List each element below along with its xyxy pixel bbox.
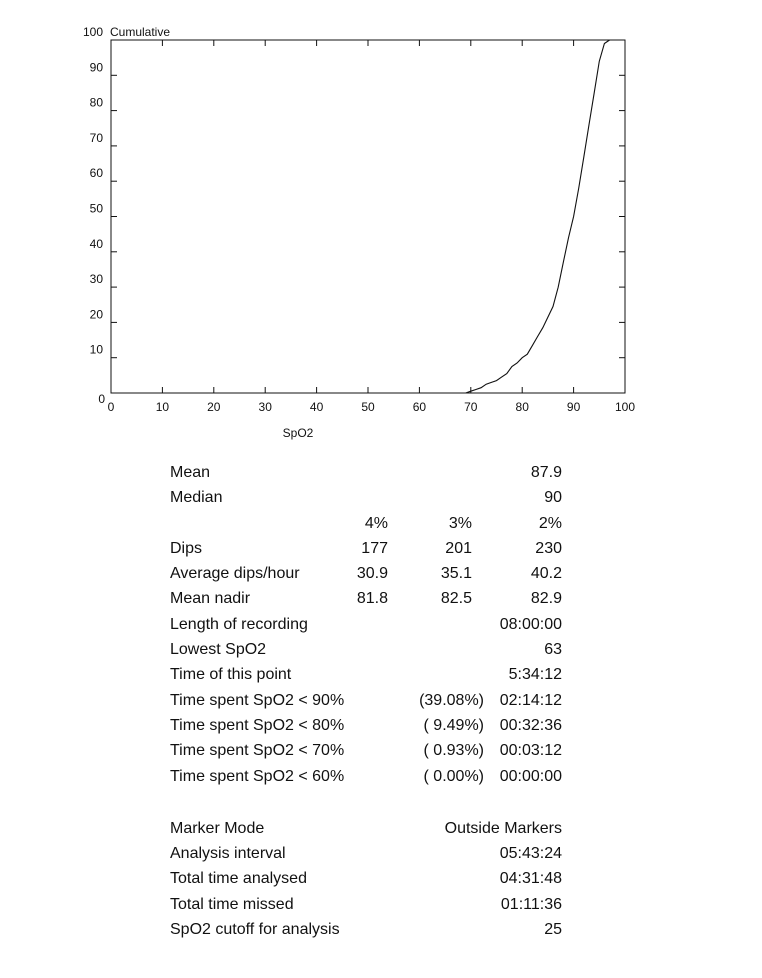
cumulative-curve bbox=[466, 40, 610, 393]
dip-header-4: 4% bbox=[364, 514, 388, 532]
x-tick-label: 60 bbox=[412, 400, 427, 414]
axis-ticks bbox=[111, 40, 625, 393]
x-axis-label: SpO2 bbox=[282, 426, 314, 440]
x-tick-label: 70 bbox=[464, 400, 478, 414]
y-tick-label: 40 bbox=[89, 236, 103, 251]
mean-row bbox=[168, 460, 568, 485]
mean-nadir-label: Mean nadir bbox=[170, 590, 251, 608]
median-value: 90 bbox=[544, 489, 562, 507]
y-tick-label: 80 bbox=[89, 95, 103, 110]
x-tick-labels bbox=[108, 400, 636, 414]
analysis-interval-label: Analysis interval bbox=[170, 845, 286, 863]
chart-title: Cumulative bbox=[110, 25, 171, 39]
time-spent-label: Time spent SpO2 < 80% bbox=[170, 716, 345, 734]
x-tick-label: 80 bbox=[515, 400, 529, 414]
mean-nadir-3: 82.5 bbox=[440, 590, 472, 608]
total-missed-value: 01:11:36 bbox=[500, 895, 562, 913]
dips-4: 177 bbox=[361, 539, 388, 557]
x-tick-label: 90 bbox=[566, 400, 581, 414]
length-value: 08:00:00 bbox=[499, 615, 562, 633]
y-tick-label: 60 bbox=[89, 166, 103, 181]
statistics-table bbox=[168, 460, 568, 942]
median-label: Median bbox=[170, 489, 223, 507]
y-tick-label: 10 bbox=[89, 342, 103, 357]
analysis-interval-row bbox=[168, 841, 568, 866]
time-spent-pct: ( 9.49%) bbox=[423, 716, 484, 734]
time-spent-row bbox=[168, 713, 568, 738]
x-tick-label: 10 bbox=[155, 400, 170, 414]
y-tick-label: 50 bbox=[89, 201, 103, 216]
y-tick-label: 0 bbox=[98, 392, 105, 406]
mean-nadir-row bbox=[168, 586, 568, 611]
time-spent-label: Time spent SpO2 < 70% bbox=[170, 742, 345, 760]
avg-dips-4: 30.9 bbox=[356, 565, 388, 583]
lowest-label: Lowest SpO2 bbox=[170, 641, 267, 659]
mean-value: 87.9 bbox=[530, 464, 562, 481]
avg-dips-label: Average dips/hour bbox=[170, 565, 300, 583]
cumulative-chart bbox=[0, 0, 762, 450]
cutoff-value: 25 bbox=[544, 921, 562, 939]
time-spent-label: Time spent SpO2 < 60% bbox=[170, 767, 345, 785]
y-tick-label: 100 bbox=[82, 25, 103, 39]
dips-3: 201 bbox=[445, 539, 472, 557]
section-gap bbox=[168, 789, 568, 816]
total-analysed-row bbox=[168, 866, 568, 891]
y-tick-labels bbox=[83, 25, 105, 406]
y-tick-label: 90 bbox=[89, 60, 103, 75]
mean-label: Mean bbox=[170, 464, 211, 481]
mean-nadir-2: 82.9 bbox=[530, 590, 562, 608]
lowest-value: 63 bbox=[544, 641, 562, 659]
cutoff-row bbox=[168, 917, 568, 942]
y-tick-label: 30 bbox=[89, 272, 103, 287]
time-spent-row bbox=[168, 738, 568, 763]
marker-mode-value: Outside Markers bbox=[444, 819, 562, 837]
time-spent-pct: (39.08%) bbox=[419, 691, 484, 709]
median-row bbox=[168, 485, 568, 510]
time-spent-time: 00:03:12 bbox=[499, 742, 562, 760]
x-tick-label: 100 bbox=[614, 400, 636, 414]
time-spent-time: 00:32:36 bbox=[499, 716, 562, 734]
dip-header-3: 3% bbox=[448, 514, 472, 532]
time-spent-pct: ( 0.93%) bbox=[423, 742, 484, 760]
analysis-interval-value: 05:43:24 bbox=[499, 845, 562, 863]
y-tick-label: 20 bbox=[89, 307, 103, 322]
x-tick-label: 20 bbox=[207, 400, 221, 414]
mean-nadir-4: 81.8 bbox=[356, 590, 388, 608]
time-spent-row bbox=[168, 764, 568, 789]
time-spent-pct: ( 0.00%) bbox=[423, 767, 484, 785]
dips-row bbox=[168, 536, 568, 561]
cutoff-label: SpO2 cutoff for analysis bbox=[170, 921, 340, 939]
time-point-label: Time of this point bbox=[170, 666, 292, 684]
x-tick-label: 0 bbox=[107, 400, 115, 414]
dips-2: 230 bbox=[535, 539, 562, 557]
avg-dips-3: 35.1 bbox=[440, 565, 472, 583]
total-analysed-label: Total time analysed bbox=[170, 870, 307, 888]
avg-dips-2: 40.2 bbox=[530, 565, 562, 583]
plot-frame bbox=[111, 40, 625, 393]
time-spent-row bbox=[168, 688, 568, 713]
total-missed-label: Total time missed bbox=[170, 895, 294, 913]
lowest-row bbox=[168, 637, 568, 662]
total-analysed-value: 04:31:48 bbox=[499, 870, 562, 888]
avg-dips-row bbox=[168, 561, 568, 586]
dip-header-2: 2% bbox=[538, 514, 562, 532]
length-row bbox=[168, 612, 568, 637]
time-spent-label: Time spent SpO2 < 90% bbox=[170, 691, 345, 709]
marker-mode-label: Marker Mode bbox=[170, 819, 265, 837]
total-missed-row bbox=[168, 892, 568, 917]
dip-header-row bbox=[168, 511, 568, 536]
dips-label: Dips bbox=[170, 539, 203, 557]
y-tick-label: 70 bbox=[89, 130, 103, 145]
x-tick-label: 30 bbox=[258, 400, 272, 414]
length-label: Length of recording bbox=[170, 615, 308, 633]
marker-mode-row bbox=[168, 816, 568, 841]
time-spent-time: 02:14:12 bbox=[499, 691, 562, 709]
x-tick-label: 50 bbox=[361, 400, 375, 414]
time-point-row bbox=[168, 662, 568, 687]
time-point-value: 5:34:12 bbox=[508, 666, 562, 684]
time-spent-time: 00:00:00 bbox=[499, 767, 562, 785]
x-tick-label: 40 bbox=[309, 400, 324, 414]
